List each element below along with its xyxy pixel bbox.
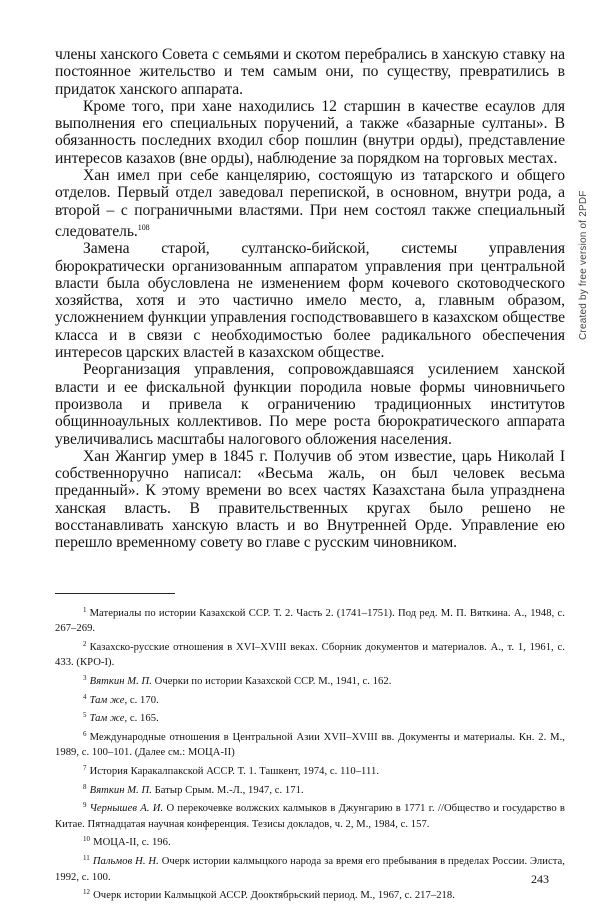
footnote-reference: 108 <box>137 222 150 232</box>
footnote-number: 8 <box>83 782 87 791</box>
footnote-text: Международные отношения в Центральной Азии XVII–XVIII вв. Документы и материалы. Кн. 2. М., 1989, с. 100–101. (Далее см.: МОЦА-II) <box>55 731 565 759</box>
main-text <box>55 46 565 552</box>
footnote <box>55 671 565 690</box>
footnote-number: 11 <box>83 853 90 862</box>
footnote-number: 7 <box>83 763 87 772</box>
footnote-author: Вяткин М. П. <box>89 784 152 796</box>
footnote <box>55 780 565 799</box>
footnote-divider <box>55 593 175 594</box>
footnote <box>55 708 565 727</box>
footnote <box>55 885 565 904</box>
footnote <box>55 603 565 637</box>
footnote-number: 5 <box>83 711 87 720</box>
footnote-number: 3 <box>83 673 87 682</box>
footnote-text: Очерк истории Калмыцкой АССР. Дооктябрьский период. М., 1967, с. 217–218. <box>93 890 455 902</box>
watermark-text: Created by free version of 2PDF <box>578 190 589 340</box>
footnote <box>55 727 565 761</box>
footnote-author: Чернышев А. И. <box>89 803 164 815</box>
footnote <box>55 690 565 709</box>
page-number: 243 <box>531 872 549 886</box>
footnote-text: История Каракалпакской АССР. Т. 1. Ташкент, 1974, с. 110–111. <box>89 765 380 777</box>
paragraph: Хан Жангир умер в 1845 г. Получив об этом известие, царь Николай I собственноручно написал: «Весьма жаль, он был человек весьма преданный». К этому времени во всех частях Казахстана была упразднена ханская власть. В правительственных кругах было решено не восстанавливать ханскую власть и во Внутренней Орде. Управление ею перешло временному совету во главе с русским чиновником. <box>55 447 565 552</box>
footnote <box>55 637 565 671</box>
footnote-author: Пальмов Н. Н. <box>92 855 159 867</box>
footnote-number: 6 <box>83 729 87 738</box>
footnote <box>55 851 565 885</box>
footnotes <box>55 603 565 904</box>
footnote-text: Казахско-русские отношения в XVI–XVIII веках. Сборник документов и материалов. А., т. 1, 1961, с. 433. (КРО-I). <box>55 641 565 669</box>
footnote-number: 2 <box>83 639 87 648</box>
page-content <box>55 46 565 904</box>
footnote-text: Очерк истории калмыцкого народа за время его пребывания в пределах России. Элиста, 1992, с. 100. <box>55 855 565 883</box>
paragraph: Замена старой, султанско-бийской, системы управления бюрократически организованным аппаратом управления при центральной власти была обусловлена не изменением форм кочевого скотоводческого хозяйства, хотя и это частично имело место, а, главным образом, усложнением функции управления господствовавшего в казахском обществе класса и в связи с необходимостью более радикального обеспечения интересов царских властей в казахском обществе. <box>55 240 565 362</box>
footnote-number: 4 <box>83 692 87 701</box>
footnote-number: 9 <box>83 801 87 810</box>
footnote-text: О перекочевке волжских калмыков в Джунгарию в 1771 г. //Общество и государство в Китае. Пятнадцатая научная конференция. Тезисы докладов, ч. 2, М., 1984, с. 157. <box>55 803 565 830</box>
paragraph: члены ханского Совета с семьями и скотом перебрались в ханскую ставку на постоянное жительство и тем самым они, по существу, превратились в придаток ханского аппарата. <box>55 46 565 98</box>
footnote-text: МОЦА-II, с. 196. <box>93 837 171 849</box>
footnote-author: Там же, <box>89 713 128 725</box>
footnote-text: Батыр Срым. М.-Л., 1947, с. 171. <box>154 784 304 796</box>
footnote-author: Там же, <box>89 694 128 706</box>
paragraph <box>55 167 565 240</box>
footnote-number: 1 <box>83 605 87 614</box>
paragraph: Реорганизация управления, сопровождавшаяся усилением ханской власти и ее фискальной функции породила новые формы чиновничьего произвола и привела к ограничению традиционных институтов общинноаульных коллективов. По мере роста бюрократического аппарата увеличивались масштабы налогового обложения населения. <box>55 361 565 448</box>
footnote-number: 12 <box>83 888 91 897</box>
footnote-text: Материалы по истории Казахской ССР. Т. 2. Часть 2. (1741–1751). Под ред. М. П. Вяткина. А., 1948, с. 267–269. <box>55 607 565 635</box>
footnote-author: Вяткин М. П. <box>89 675 152 687</box>
footnote-number: 10 <box>83 835 91 844</box>
paragraph-text: Хан имел при себе канцелярию, состоящую из татарского и общего отделов. Первый отдел заведовал перепиской, в основном, внутри рода, а второй – с пограничными властями. При нем состоял также специальный следователь. <box>55 167 565 240</box>
footnote-text: с. 165. <box>129 713 159 725</box>
footnote-text: Очерки по истории Казахской ССР. М., 1941, с. 162. <box>154 675 392 687</box>
footnote <box>55 832 565 851</box>
footnote <box>55 798 565 832</box>
paragraph: Кроме того, при хане находились 12 старшин в качестве есаулов для выполнения его специальных поручений, а также «базарные султаны». В обязанность последних входил сбор пошлин (внутри орды), представление интересов казахов (вне орды), наблюдение за порядком на торговых местах. <box>55 97 565 167</box>
footnote-text: с. 170. <box>129 694 159 706</box>
footnote <box>55 761 565 780</box>
